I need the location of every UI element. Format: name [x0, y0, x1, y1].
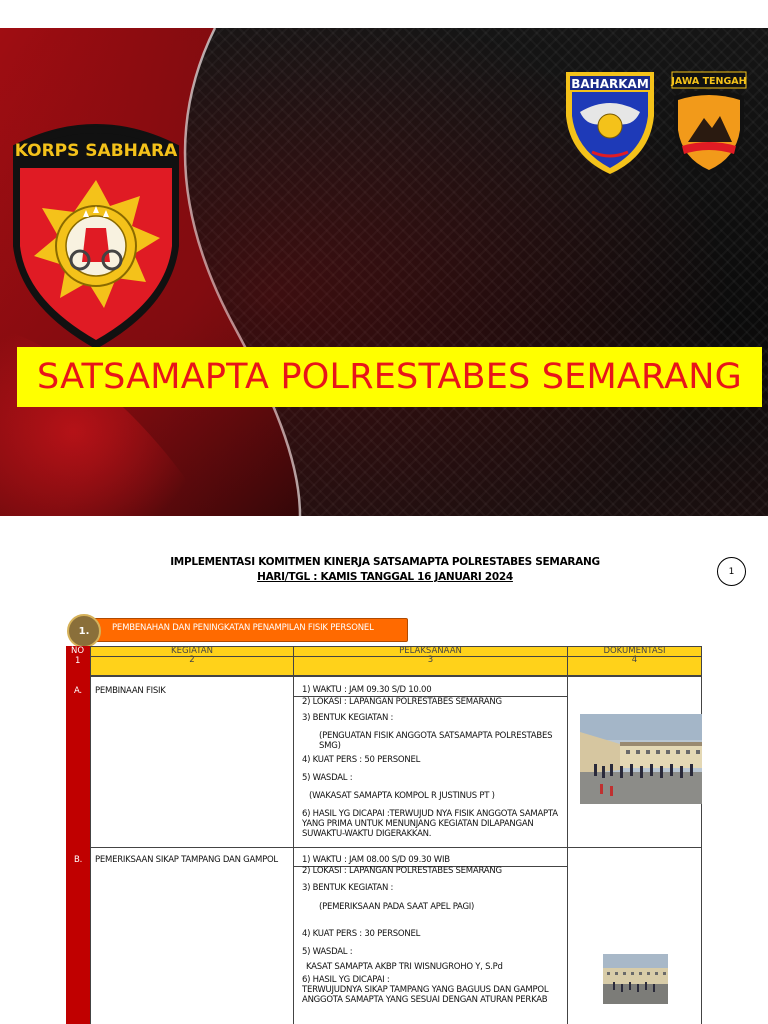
cover-banner: [0, 28, 768, 516]
row-a-line-2: 2) LOKASI : LAPANGAN POLRESTABES SEMARANG: [302, 697, 502, 707]
col-kegiatan-header-cell: [90, 646, 294, 676]
page-number-badge: 1: [717, 557, 746, 586]
section-title: PEMBENAHAN DAN PENINGKATAN PENAMPILAN FISIK PERSONEL: [112, 623, 374, 633]
row-b-line-3: 3) BENTUK KEGIATAN :: [302, 883, 394, 893]
row-a-line-8: 6) HASIL YG DICAPAI :TERWUJUD NYA FISIK ANGGOTA SAMAPTA YANG PRIMA UNTUK MENUNJANG KEGIATAN DILAPANGAN SUWAKTU-WAKTU DIGERAKKAN.: [302, 809, 558, 839]
jawa-tengah-logo: [668, 66, 750, 178]
col-pelaksanaan-header-cell: [293, 646, 568, 676]
col-pelaksanaan-number: 3: [427, 655, 434, 665]
svg-text:BAHARKAM: BAHARKAM: [571, 77, 649, 91]
row-a-kegiatan: PEMBINAAN FISIK: [95, 686, 166, 696]
row-a-line-3: 3) BENTUK KEGIATAN :: [302, 713, 394, 723]
banner-title: SATSAMAPTA POLRESTABES SEMARANG: [37, 357, 742, 397]
row-b-kegiatan: PEMERIKSAAN SIKAP TAMPANG DAN GAMPOL: [95, 855, 278, 865]
header-divider: [90, 656, 702, 657]
row-b-line-1: 1) WAKTU : JAM 08.00 S/D 09.30 WIB: [302, 855, 450, 865]
col-no-header: NO: [71, 646, 85, 656]
col-dokumentasi-header: DOKUMENTASI: [603, 646, 666, 656]
document-heading: [0, 556, 768, 583]
heading-line: IMPLEMENTASI KOMITMEN KINERJA SATSAMAPTA POLRESTABES SEMARANG: [170, 556, 600, 568]
row-b-line-6: 5) WASDAL :: [302, 947, 353, 957]
row-a-line-6: 5) WASDAL :: [302, 773, 353, 783]
row-b-line-5: 4) KUAT PERS : 30 PERSONEL: [302, 929, 421, 939]
col-no-number: 1: [75, 656, 81, 666]
svg-text:JAWA TENGAH: JAWA TENGAH: [671, 76, 747, 87]
col-dokumentasi-header-cell: [567, 646, 702, 676]
col-no-header-cell: [66, 646, 90, 676]
row-a-kegiatan-cell: [90, 676, 294, 848]
row-b-line-2: 2) LOKASI : LAPANGAN POLRESTABES SEMARANG: [302, 866, 502, 876]
row-a-line-7: (WAKASAT SAMAPTA KOMPOL R JUSTINUS PT ): [309, 791, 495, 801]
row-b-line-9: TERWUJUDNYA SIKAP TAMPANG YANG BAGUUS DAN GAMPOL ANGGOTA SAMAPTA YANG SESUAI DENGAN ATURAN PERKAB: [302, 985, 549, 1005]
svg-text:KORPS SABHARA: KORPS SABHARA: [14, 141, 178, 161]
row-a-line-4: (PENGUATAN FISIK ANGGOTA SATSAMAPTA POLRESTABES SMG): [319, 731, 553, 751]
row-b-no: B.: [74, 855, 83, 865]
row-a-no: A.: [74, 686, 82, 696]
baharkam-logo: [562, 64, 658, 176]
col-kegiatan-header: KEGIATAN: [171, 646, 213, 656]
section-number-badge: 1.: [67, 614, 101, 648]
no-column: [66, 676, 90, 1024]
col-dokumentasi-number: 4: [631, 655, 638, 665]
row-b-line-7: KASAT SAMAPTA AKBP TRI WISNUGROHO Y, S.Pd: [306, 962, 503, 972]
row-a-line-5: 4) KUAT PERS : 50 PERSONEL: [302, 755, 421, 765]
date-line: HARI/TGL : KAMIS TANGGAL 16 JANUARI 2024: [257, 571, 513, 583]
row-a-line-1: 1) WAKTU : JAM 09.30 S/D 10.00: [302, 685, 432, 695]
col-kegiatan-number: 2: [189, 655, 195, 665]
row-b-photo: [603, 954, 668, 1004]
row-b-line-4: (PEMERIKSAAN PADA SAAT APEL PAGI): [319, 902, 475, 912]
top-margin: [0, 0, 768, 28]
banner-title-box: [17, 347, 762, 407]
col-pelaksanaan-header: PELAKSANAAN: [399, 646, 462, 656]
row-a-photo: [580, 714, 702, 804]
korps-sabhara-logo: [6, 106, 186, 351]
row-b-kegiatan-cell: [90, 847, 294, 1024]
row-b-line-8: 6) HASIL YG DICAPAI :: [302, 975, 390, 985]
